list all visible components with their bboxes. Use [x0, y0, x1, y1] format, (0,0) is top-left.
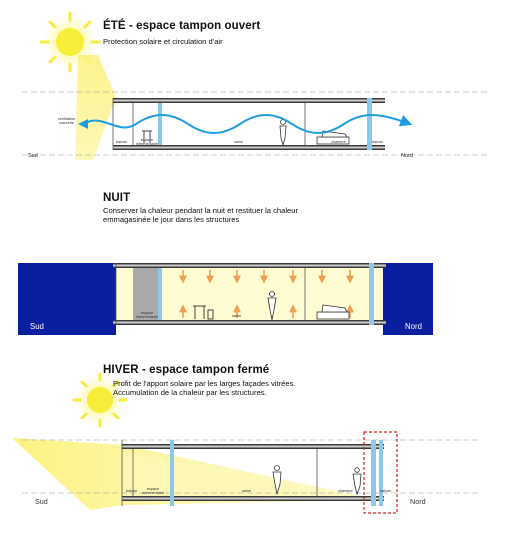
ete-balcon-right-label: balcon — [372, 140, 384, 144]
ete-ventilation-label: ventilation naturelle — [58, 117, 76, 126]
hiver-chambre-label: chambre — [338, 489, 353, 493]
section-ete — [22, 13, 490, 160]
ete-title: ÉTÉ - espace tampon ouvert — [103, 20, 261, 32]
ete-nord-label: Nord — [401, 153, 413, 159]
nuit-subtitle: Conserver la chaleur pendant la nuit et restituer la chaleur emmagasinée le jour dans les structures — [103, 206, 299, 224]
hiver-balcon-right-label: balcon — [380, 489, 392, 493]
hiver-title: HIVER - espace tampon fermé — [103, 364, 270, 376]
sun-beam — [75, 55, 118, 160]
ete-balcon-label: balcon — [116, 140, 128, 144]
ete-salon-label: salon — [234, 140, 244, 144]
ete-chambre-label: chambre — [331, 140, 346, 144]
nuit-sud-label: Sud — [30, 322, 44, 331]
ete-sud-label: Sud — [28, 153, 38, 159]
ete-subtitle: Protection solaire et circulation d'air — [103, 37, 223, 46]
nuit-espace-label: espace intermédiaire — [136, 311, 158, 320]
hiver-subtitle: Profit de l'apport solaire par les larges façades vitrées. Accumulation de la chaleur par les structures. — [113, 379, 296, 397]
person-figure-hiver-2 — [353, 468, 361, 494]
hiver-salon-label: salon — [242, 489, 252, 493]
ete-espace-label: espace intermédiaire — [136, 138, 158, 147]
hiver-balcon-label: balcon — [126, 489, 138, 493]
nuit-nord-label: Nord — [405, 322, 422, 331]
nuit-salon-label: salon — [232, 314, 242, 318]
nuit-title: NUIT — [103, 192, 131, 204]
hiver-nord-label: Nord — [410, 497, 426, 506]
section-nuit — [18, 263, 433, 335]
hiver-espace-label: espace intermédiaire — [142, 487, 164, 496]
hiver-sud-label: Sud — [35, 497, 48, 506]
glass-facade-left — [158, 103, 162, 145]
person-figure — [280, 120, 286, 146]
